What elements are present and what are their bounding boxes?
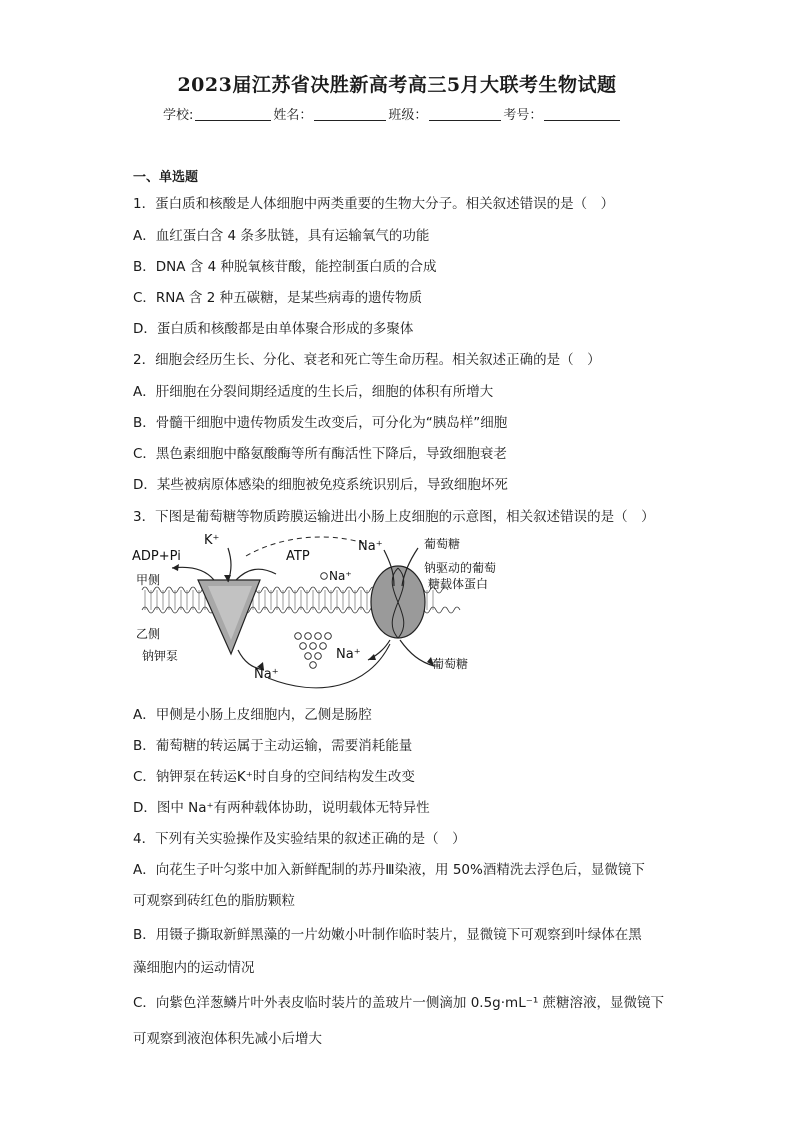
q1-stem: 1．蛋白质和核酸是人体细胞中两类重要的生物大分子。相关叙述错误的是（ ） <box>133 196 615 212</box>
q2-option-c: C．黑色素细胞中酪氨酸酶等所有酶活性下降后，导致细胞衰老 <box>133 446 507 462</box>
label-pump: 钠钾泵 <box>142 649 179 663</box>
label-transporter-1: 钠驱动的葡萄 <box>424 561 497 575</box>
name-blank[interactable] <box>314 107 386 121</box>
school-label: 学校: <box>163 108 194 123</box>
q3-option-c: C．钠钾泵在转运K⁺时自身的空间结构发生改变 <box>133 769 415 785</box>
name-label: 姓名： <box>273 108 313 123</box>
label-na-bottom: Na⁺ <box>254 667 279 682</box>
label-side-jia: 甲侧 <box>136 573 161 587</box>
q2-option-d: D．某些被病原体感染的细胞被免疫系统识别后，导致细胞坏死 <box>133 477 508 493</box>
na-return-arc <box>268 644 390 688</box>
class-blank[interactable] <box>429 107 501 121</box>
q4-stem: 4．下列有关实验操作及实验结果的叙述正确的是（ ） <box>133 831 466 847</box>
q4-option-c-line2: 可观察到液泡体积先减小后增大 <box>133 1031 322 1047</box>
label-side-yi: 乙侧 <box>136 627 161 641</box>
label-na-top: Na⁺ <box>358 539 383 554</box>
label-transporter-2: 糖载体蛋白 <box>428 577 489 591</box>
label-glucose-bottom: 葡萄糖 <box>432 657 469 671</box>
page-title: 2023届江苏省决胜新高考高三5月大联考生物试题 <box>177 74 617 96</box>
q3-option-b: B．葡萄糖的转运属于主动运输，需要消耗能量 <box>133 738 413 754</box>
exam-no-label: 考号： <box>503 108 543 123</box>
label-na-mid: Na⁺ <box>329 569 352 583</box>
label-k-plus: K⁺ <box>204 533 220 548</box>
school-blank[interactable] <box>195 107 271 121</box>
q4-option-a-line2: 可观察到砖红色的脂肪颗粒 <box>133 893 295 909</box>
q2-option-a: A．肝细胞在分裂间期经适度的生长后，细胞的体积有所增大 <box>133 384 494 400</box>
q1-option-c: C．RNA 含 2 种五碳糖，是某些病毒的遗传物质 <box>133 290 423 306</box>
transport-diagram <box>128 528 508 696</box>
student-info-line <box>163 104 622 123</box>
q3-option-d: D．图中 Na⁺有两种载体协助，说明载体无特异性 <box>133 800 430 816</box>
q4-option-b-line1: B．用镊子撕取新鲜黑藻的一片幼嫩小叶制作临时装片，显微镜下可观察到叶绿体在黑 <box>133 927 642 943</box>
q3-option-a: A．甲侧是小肠上皮细胞内，乙侧是肠腔 <box>133 707 372 723</box>
q3-stem: 3．下图是葡萄糖等物质跨膜运输进出小肠上皮细胞的示意图，相关叙述错误的是（ ） <box>133 509 655 525</box>
q1-option-a: A．血红蛋白含 4 条多肽链，具有运输氧气的功能 <box>133 228 430 244</box>
label-adp-pi: ADP+Pi <box>132 549 181 564</box>
label-na-low: Na⁺ <box>336 647 361 662</box>
exam-no-blank[interactable] <box>544 107 620 121</box>
glucose-transporter-shape <box>371 566 425 638</box>
label-atp: ATP <box>286 549 310 564</box>
transporter-arrowheads <box>368 654 434 666</box>
q4-option-b-line2: 藻细胞内的运动情况 <box>133 960 255 976</box>
class-label: 班级： <box>388 108 428 123</box>
section-heading: 一、单选题 <box>133 170 199 185</box>
q4-option-c-line1: C．向紫色洋葱鳞片叶外表皮临时装片的盖玻片一侧滴加 0.5g·mL⁻¹ 蔗糖溶液，显微镜下 <box>133 995 665 1011</box>
q1-option-d: D．蛋白质和核酸都是由单体聚合形成的多聚体 <box>133 321 414 337</box>
q1-option-b: B．DNA 含 4 种脱氧核苷酸，能控制蛋白质的合成 <box>133 259 437 275</box>
label-glucose-top: 葡萄糖 <box>424 537 461 551</box>
q2-stem: 2．细胞会经历生长、分化、衰老和死亡等生命历程。相关叙述正确的是（ ） <box>133 352 601 368</box>
q4-option-a-line1: A．向花生子叶匀浆中加入新鲜配制的苏丹Ⅲ染液，用 50%酒精洗去浮色后，显微镜下 <box>133 862 645 878</box>
q2-option-b: B．骨髓干细胞中遗传物质发生改变后，可分化为“胰岛样”细胞 <box>133 415 508 431</box>
